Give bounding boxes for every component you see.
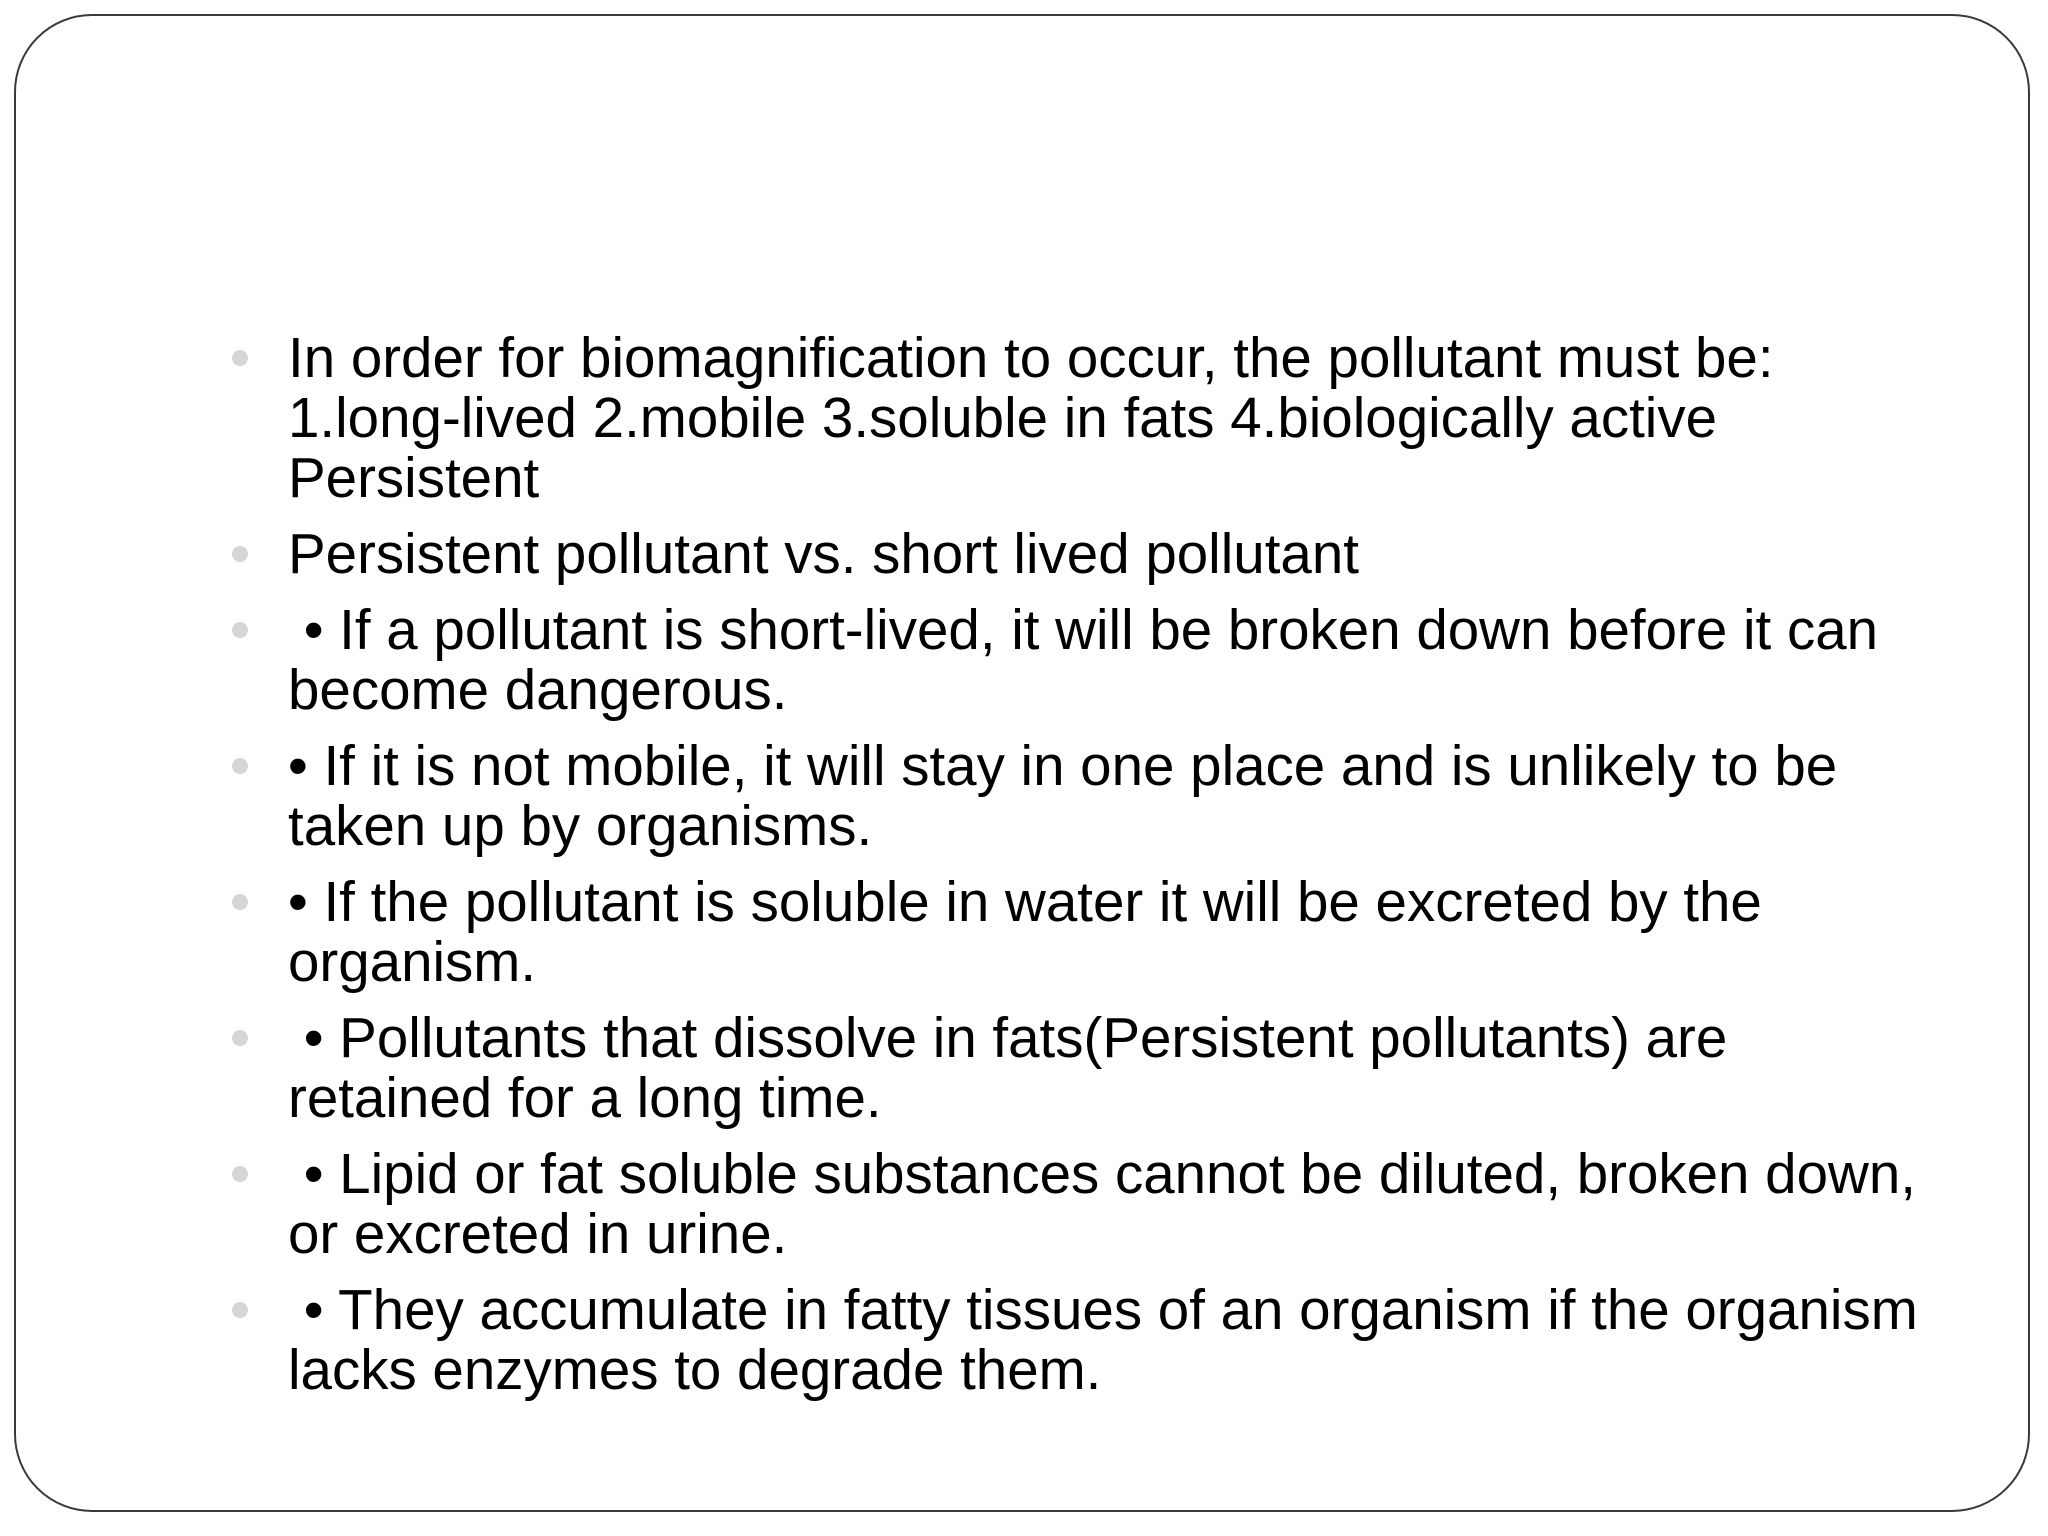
list-item — [228, 328, 1928, 508]
bullet-dot-icon — [228, 736, 288, 796]
bullet-text: • If the pollutant is soluble in water it will be excreted by the organism. — [288, 870, 1778, 993]
bullet-text: • They accumulate in fatty tissues of an organism if the organism lacks enzymes to degrade them. — [288, 1278, 1934, 1401]
bullet-dot-icon — [228, 600, 288, 660]
bullet-text: • Pollutants that dissolve in fats(Persistent pollutants) are retained for a long time. — [288, 1006, 1743, 1129]
bullet-dot-icon — [228, 524, 288, 584]
bullet-text: In order for biomagnification to occur, the pollutant must be: 1.long-lived 2.mobile 3.soluble in fats 4.biologically active Persistent — [288, 326, 1790, 509]
bullet-dot-icon — [228, 872, 288, 932]
bullet-text: • If a pollutant is short-lived, it will be broken down before it can become dangerous. — [288, 598, 1894, 721]
list-item — [228, 1008, 1928, 1128]
bullet-dot-icon — [228, 1280, 288, 1340]
bullet-dot-icon — [228, 1144, 288, 1204]
bullet-dot-icon — [228, 328, 288, 388]
bullet-text: Persistent pollutant vs. short lived pollutant — [288, 522, 1359, 585]
bullet-text: • Lipid or fat soluble substances cannot be diluted, broken down, or excreted in urine. — [288, 1142, 1932, 1265]
list-item — [228, 872, 1928, 992]
list-item — [228, 1278, 1934, 1401]
bullet-list — [228, 326, 1934, 1416]
list-item — [228, 600, 1928, 720]
list-item — [228, 1142, 1932, 1265]
bullet-dot-icon — [228, 1008, 288, 1068]
bullet-text: • If it is not mobile, it will stay in one place and is unlikely to be taken up by organisms. — [288, 734, 1853, 857]
list-item — [228, 524, 1928, 584]
list-item — [228, 736, 1928, 856]
